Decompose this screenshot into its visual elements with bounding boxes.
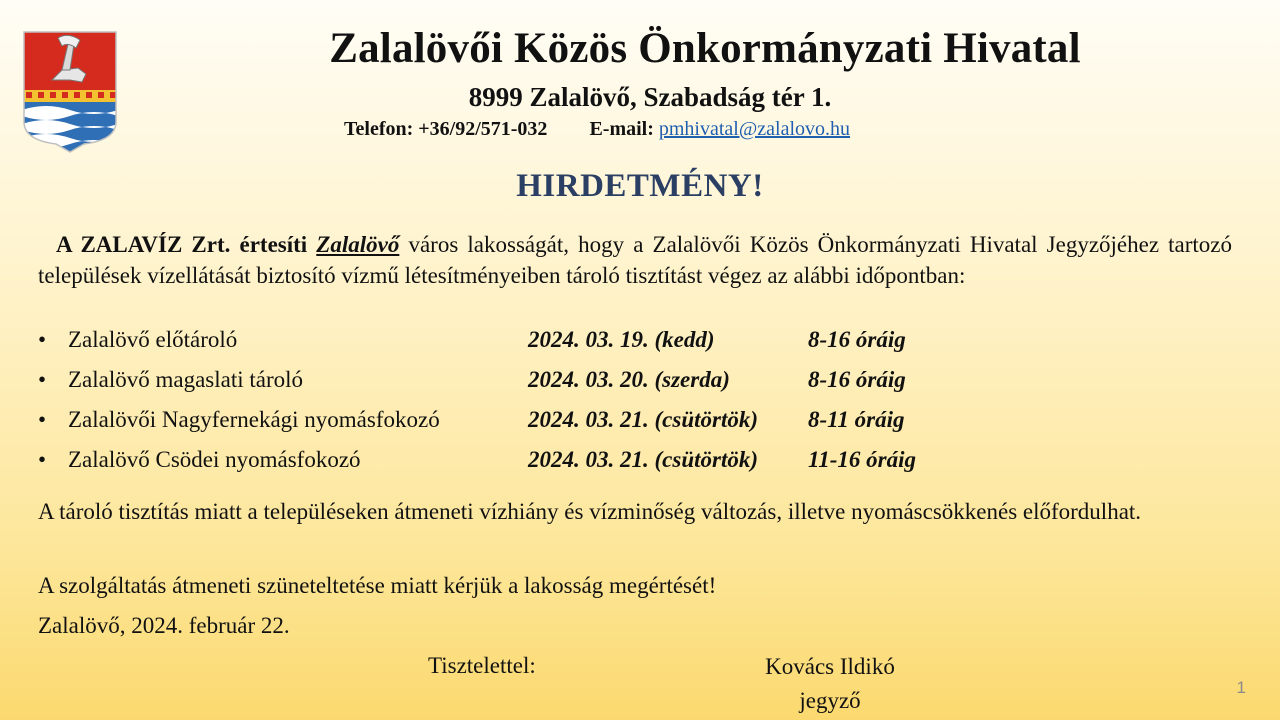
schedule-date: 2024. 03. 20. (szerda) — [528, 367, 730, 392]
phone-number: Telefon: +36/92/571-032 — [344, 118, 548, 140]
schedule-time: 8-11 óráig — [808, 407, 905, 432]
bullet-dot: • — [38, 327, 47, 352]
schedule-time: 8-16 óráig — [808, 327, 906, 352]
schedule-time: 8-16 óráig — [808, 367, 906, 392]
notice-heading: HIRDETMÉNY! — [516, 168, 764, 204]
schedule-date: 2024. 03. 21. (csütörtök) — [528, 407, 758, 432]
intro-town: Zalalövő — [316, 232, 400, 257]
greeting: Tisztelettel: — [428, 653, 536, 678]
schedule-item — [38, 443, 1038, 483]
request-paragraph: A szolgáltatás átmeneti szüneteltetése miatt kérjük a lakosság megértését! — [38, 573, 717, 598]
office-address: 8999 Zalalövő, Szabadság tér 1. — [468, 82, 832, 112]
contact-line — [344, 118, 850, 141]
bullet-dot: • — [38, 367, 47, 392]
intro-lead: A ZALAVÍZ Zrt. értesíti — [56, 232, 308, 257]
intro-text: város lakosságát, hogy a Zalalövői Közös Önkormányzati Hivatal Jegyzőjéhez tartozó települések vízellátását biztosító vízmű létesítményeiben tároló tisztítást végez az alábbi időpontban: — [38, 232, 1233, 288]
bullet-dot: • — [38, 407, 47, 432]
facility-name: Zalalövő Csödei nyomásfokozó — [68, 447, 361, 472]
office-title: Zalalövői Közös Önkormányzati Hivatal — [329, 25, 1081, 72]
signer-name: Kovács Ildikó — [765, 654, 895, 679]
slide-number: 1 — [1236, 678, 1246, 697]
facility-name: Zalalövő előtároló — [68, 327, 238, 352]
facility-name: Zalalövői Nagyfernekági nyomásfokozó — [68, 407, 440, 432]
notice-paragraph: A tároló tisztítás miatt a településeken átmeneti vízhiány és vízminőség változás, illetve nyomáscsökkenés előfordulhat. — [38, 499, 1142, 524]
schedule-list — [38, 323, 1038, 483]
schedule-time: 11-16 óráig — [808, 447, 916, 472]
intro-paragraph — [38, 229, 1232, 291]
schedule-date: 2024. 03. 21. (csütörtök) — [528, 447, 758, 472]
email-link[interactable]: pmhivatal@zalalovo.hu — [658, 118, 851, 140]
facility-name: Zalalövő magaslati tároló — [68, 367, 304, 392]
signer-role: jegyző — [799, 688, 861, 713]
schedule-item — [38, 403, 1038, 443]
schedule-item — [38, 363, 1038, 403]
schedule-date: 2024. 03. 19. (kedd) — [528, 327, 715, 352]
signature-block — [756, 650, 904, 718]
email-label: E-mail: — [589, 118, 654, 140]
place-date: Zalalövő, 2024. február 22. — [38, 613, 290, 638]
bullet-dot: • — [38, 447, 47, 472]
schedule-item — [38, 323, 1038, 363]
